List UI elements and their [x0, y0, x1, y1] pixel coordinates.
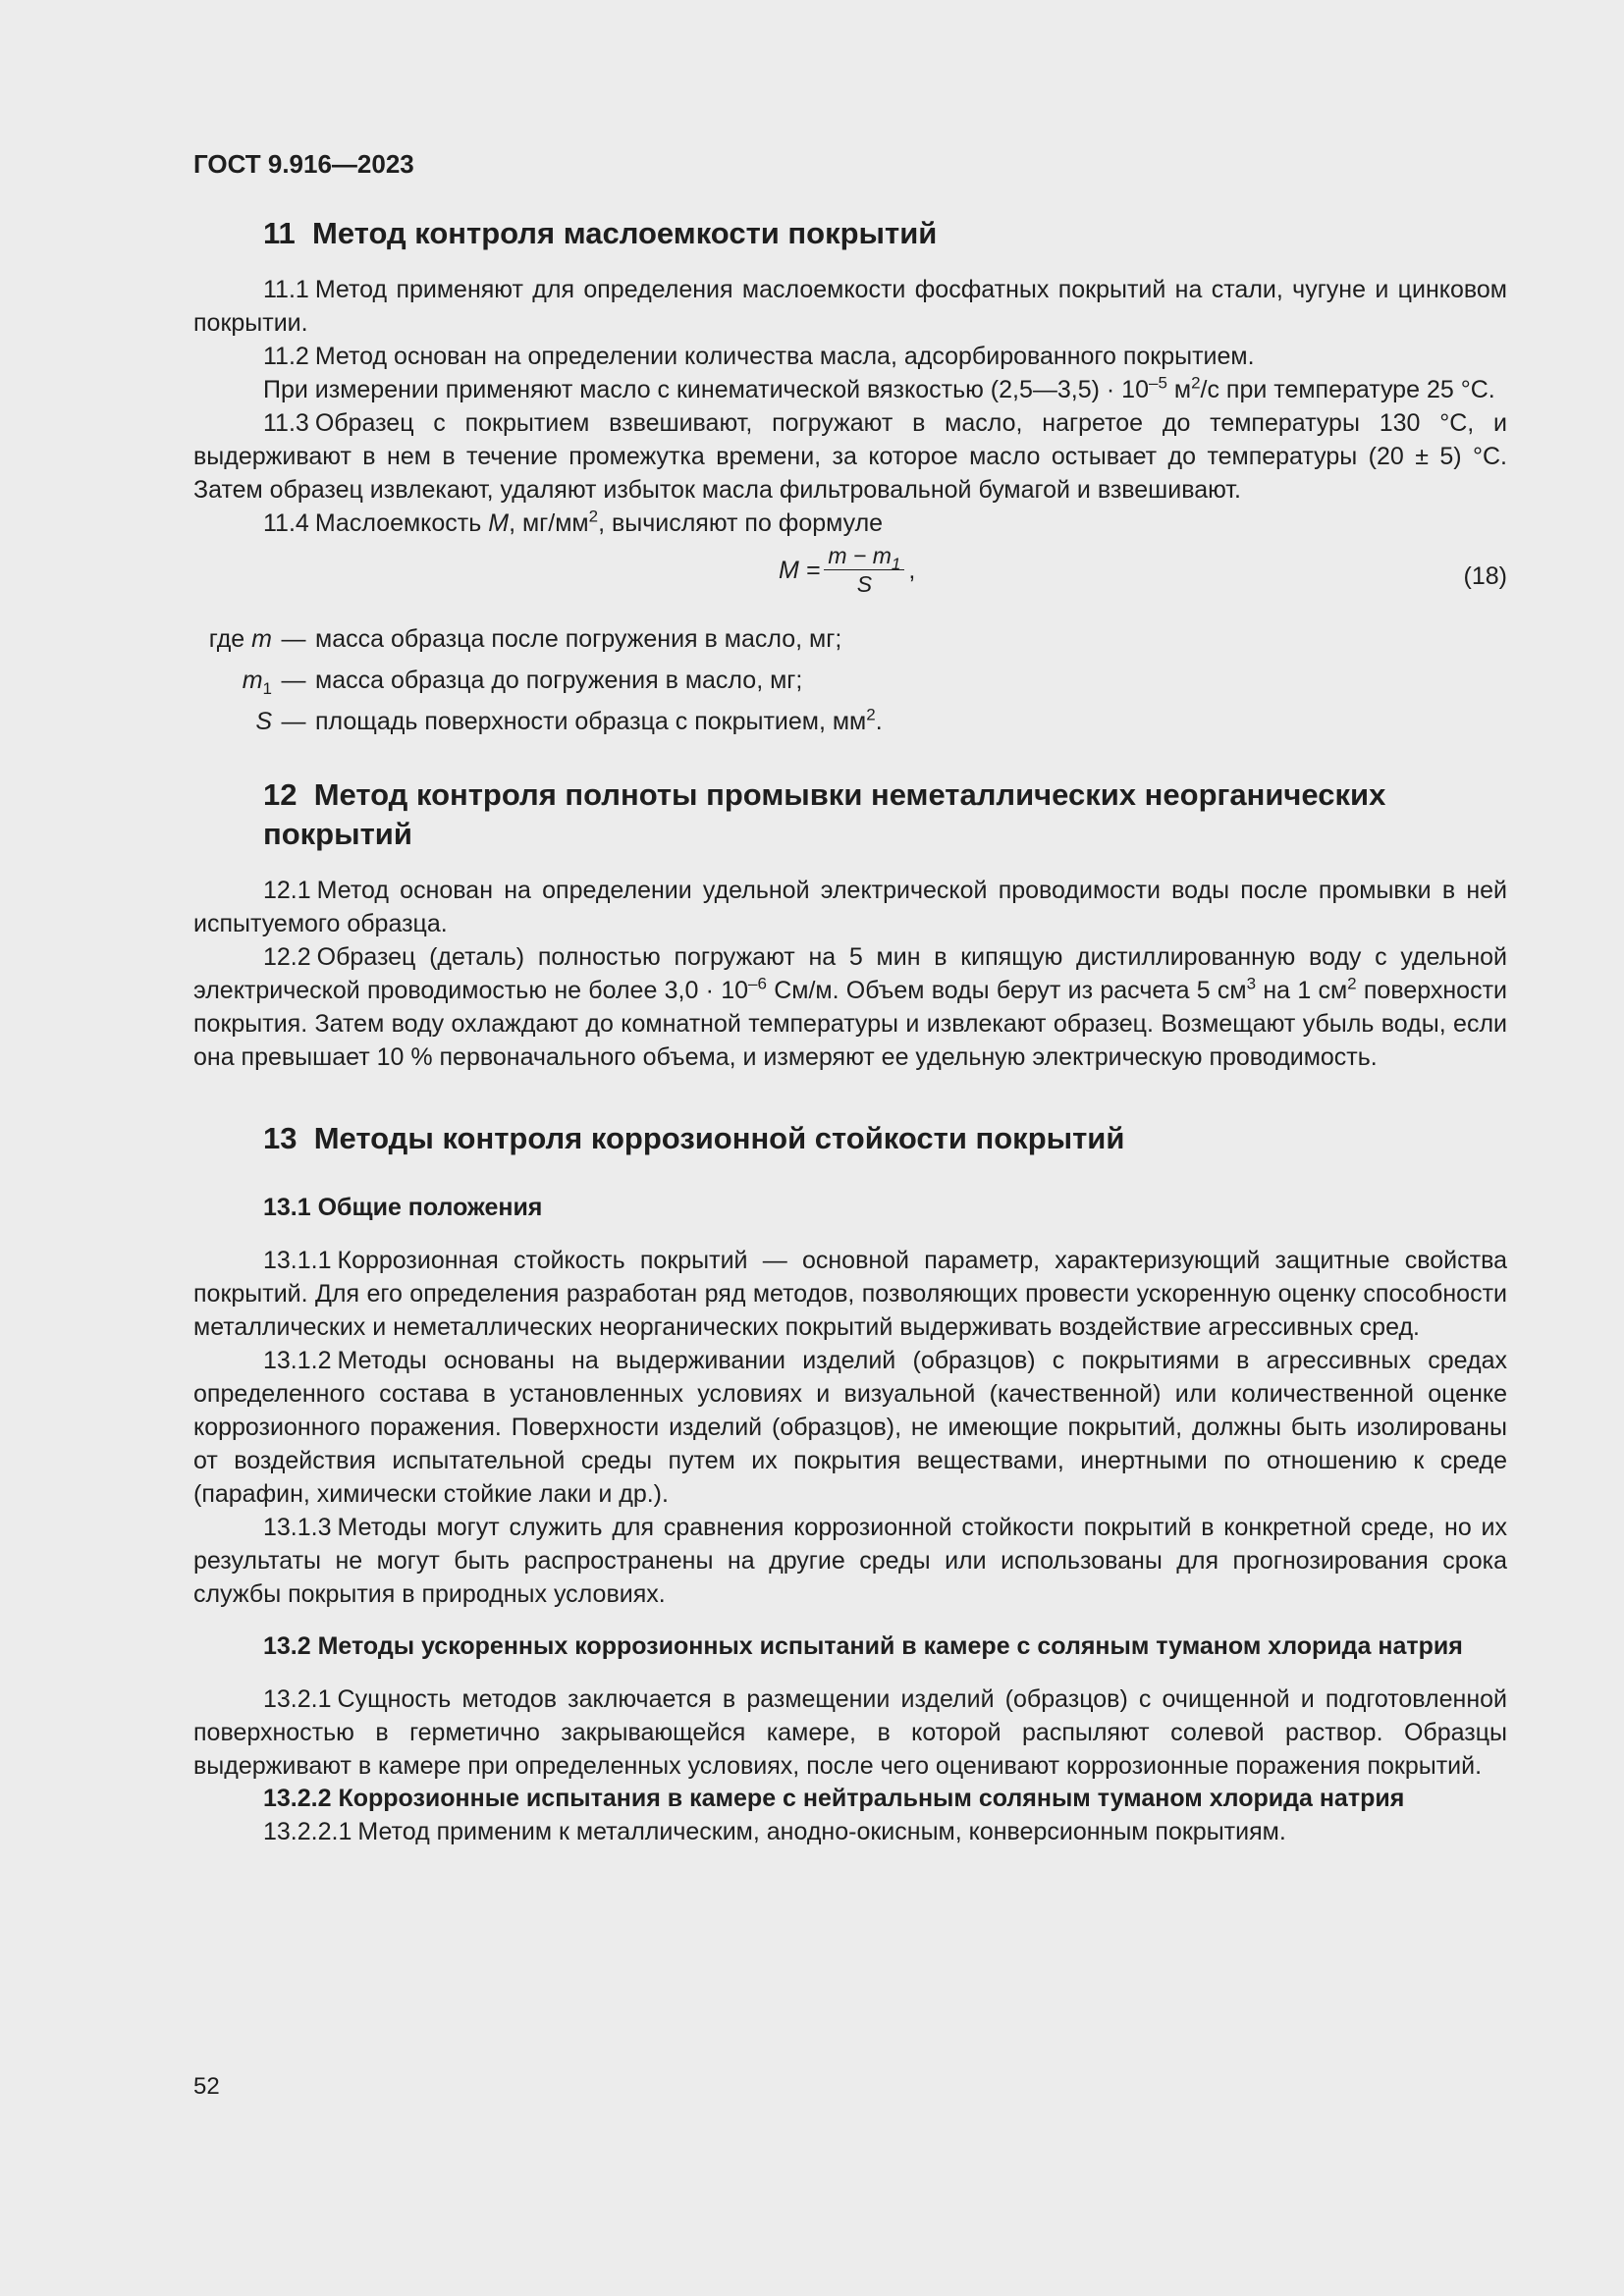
paragraph-13-2-2-1: 13.2.2.1 Метод применим к металлическим, анодно-окисным, конверсионным покрытиям.: [263, 1818, 1286, 1845]
subsection-13-2-2-heading: 13.2.2 Коррозионные испытания в камере с нейтральным соляным туманом хлорида натрия: [263, 1785, 1405, 1812]
paragraph-12-2: 12.2 Образец (деталь) полностью погружают на 5 мин в кипящую дистиллированную воду с удельной электрической проводимостью не более $3,0 \cdot 10^{-6}$ См/м. Объем воды берут из расчета 5 $см^3$ на 1 $см^2$ поверхности покрытия. Затем воду охлаждают до комнатной температуры и извлекают образец. Возмещают убыль воды, если она превышает 10 % первоначального объема, и измеряют ее удельную электрическую проводимость.: [193, 943, 1507, 1071]
paragraph-13-1-2: 13.1.2 Методы основаны на выдерживании изделий (образцов) с покрытиями в агрессивных средах определенного состава в установленных условиях и визуальной (качественной) или количественной оценке коррозионного поражения. Поверхности изделий (образцов), не имеющие покрытий, должны быть изолированы от воздействия испытательной среды путем их покрытия веществами, инертными по отношению к среде (парафин, химически стойкие лаки и др.).: [193, 1347, 1507, 1508]
section-13-title: Методы контроля коррозионной стойкости покрытий: [313, 1121, 1125, 1155]
subsection-13-2-heading: 13.2 Методы ускоренных коррозионных испытаний в камере с соляным туманом хлорида натрия: [263, 1632, 1463, 1660]
subsection-13-1-heading: 13.1 Общие положения: [263, 1194, 543, 1221]
paragraph-13-1-3: 13.1.3 Методы могут служить для сравнения коррозионной стойкости покрытий в конкретной среде, но их результаты не могут быть распространены на другие среды или использованы для прогнозирования срока службы покрытия в природных условиях.: [193, 1514, 1507, 1608]
where-label: где: [208, 625, 245, 653]
formula-fraction: [824, 542, 904, 598]
paragraph-11-1: 11.1 Метод применяют для определения маслоемкости фосфатных покрытий на стали, чугуне и цинковом покрытии.: [193, 276, 1507, 337]
section-11-heading: [193, 214, 1507, 253]
paragraph-11-2: 11.2 Метод основан на определении количества масла, адсорбированного покрытием.: [263, 343, 1255, 370]
formula-numerator: $m - m_1$: [824, 542, 904, 570]
definition-row: где m — масса образца после погружения в масло, мг;: [208, 625, 842, 653]
paragraph-11-2-viscosity: При измерении применяют масло с кинематической вязкостью (2,5—3,5) · $10^{-5}$ $м^2/с$ при температуре 25 °С.: [263, 373, 1495, 403]
formula-trail: ,: [908, 556, 916, 584]
formula-expression: [779, 542, 915, 598]
page-number: 52: [193, 2073, 220, 2100]
section-12-number: 12: [263, 777, 298, 812]
formula-denominator: S: [856, 571, 873, 597]
section-12-title: Метод контроля полноты промывки неметаллических неорганических покрытий: [263, 777, 1386, 851]
section-13-number: 13: [263, 1121, 298, 1155]
standard-header: ГОСТ 9.916—2023: [193, 149, 414, 179]
paragraph-13-1-1: 13.1.1 Коррозионная стойкость покрытий — основной параметр, характеризующий защитные свойства покрытий. Для его определения разработан ряд методов, позволяющих провести ускоренную оценку способности металлических и неметаллических неорганических покрытий выдерживать воздействие агрессивных сред.: [193, 1247, 1507, 1341]
formula-lhs: M =: [779, 556, 821, 584]
section-13-heading: [193, 1119, 1507, 1158]
definition-row: S — площадь поверхности образца с покрытием, $мм^2$.: [255, 705, 883, 735]
paragraph-12-1: 12.1 Метод основан на определении удельной электрической проводимости воды после промывки в ней испытуемого образца.: [193, 877, 1507, 937]
page-content: [193, 147, 1507, 1848]
variable-definitions: [193, 618, 1507, 742]
paragraph-13-2-1: 13.2.1 Сущность методов заключается в размещении изделий (образцов) с очищенной и подготовленной поверхностью в герметично закрывающейся камере, в которой распыляют солевой раствор. Образцы выдерживают в камере при определенных условиях, после чего оценивают коррозионные поражения покрытий.: [193, 1685, 1507, 1780]
section-11-number: 11: [263, 216, 296, 250]
formula-18: [193, 540, 1507, 618]
definition-row: $m_1$ — масса образца до погружения в масло, мг;: [242, 667, 803, 698]
paragraph-11-3: 11.3 Образец с покрытием взвешивают, погружают в масло, нагретое до температуры 130 °С, и выдерживают в нем в течение промежутка времени, за которое масло остывает до температуры (20 ± 5) °С. Затем образец извлекают, удаляют избыток масла фильтровальной бумагой и взвешивают.: [193, 409, 1507, 504]
section-11-title: Метод контроля маслоемкости покрытий: [312, 216, 938, 250]
equation-number: (18): [1463, 562, 1507, 590]
section-12-heading: [193, 775, 1507, 854]
paragraph-11-4: 11.4 Маслоемкость M, $мг/мм^2$, вычисляют по формуле: [263, 507, 884, 537]
